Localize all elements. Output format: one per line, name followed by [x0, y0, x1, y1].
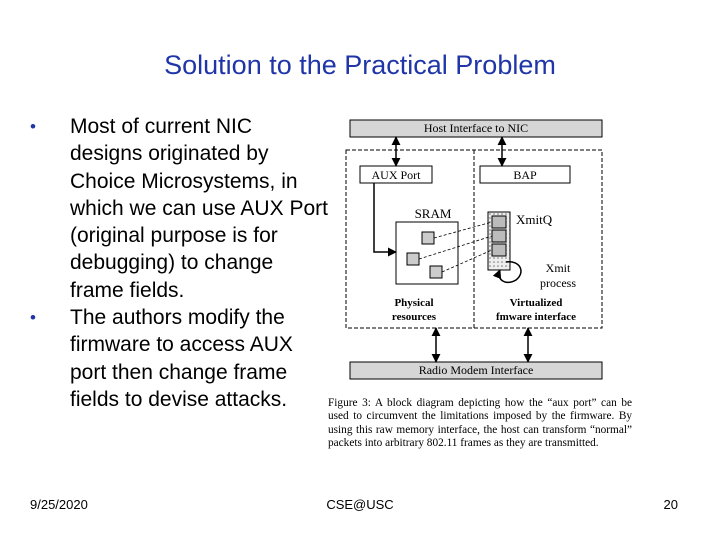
sram-cell — [422, 232, 434, 244]
bullet-marker: • — [30, 308, 36, 328]
virtualized-label: Virtualized — [509, 297, 563, 309]
bullet-text: The authors modify the firmware to access AUX port then change frame fields to devise attacks. — [70, 306, 293, 411]
bullet-text: Most of current NIC designs originated by Choice Microsystems, in which we can use AUX Port (original purpose is for debugging) to change frame fields. — [70, 115, 328, 302]
slide-title: Solution to the Practical Problem — [164, 50, 556, 80]
xmitq-label: XmitQ — [516, 212, 553, 227]
page-number: 20 — [663, 497, 678, 512]
sram-label: SRAM — [414, 206, 452, 221]
bullet-list — [30, 113, 330, 413]
sram-cell — [407, 253, 419, 265]
radio-modem-label: Radio Modem Interface — [418, 363, 534, 377]
physical-label: Physical — [394, 297, 434, 309]
xmitq-slot — [492, 230, 506, 242]
xmit-process-label: process — [540, 276, 576, 290]
figure-caption: Figure 3: A block diagram depicting how the “aux port” can be used to circumvent the limitations imposed by the firmware. By using this raw memory interface, the host can transform “normal” packets into arbitrary 802.11 frames as they are transmitted. — [328, 397, 632, 450]
host-interface-label: Host Interface to NIC — [423, 121, 529, 135]
aux-sram-arrow — [374, 183, 396, 252]
sram-cell — [430, 266, 442, 278]
footer-date: 9/25/2020 — [30, 497, 88, 512]
sram-box — [396, 222, 458, 284]
aux-port-label: AUX Port — [371, 168, 421, 182]
bullet-marker: • — [30, 117, 36, 136]
bap-label: BAP — [513, 168, 537, 182]
xmit-process-label: Xmit — [545, 261, 571, 275]
physical-label: resources — [391, 311, 437, 323]
bullet-item — [30, 304, 330, 413]
footer-org: CSE@USC — [326, 497, 394, 512]
bullet-item — [30, 113, 330, 304]
xmitq-slot — [492, 244, 506, 256]
xmitq-slot — [492, 216, 506, 228]
virtualized-label: fmware interface — [495, 311, 577, 323]
